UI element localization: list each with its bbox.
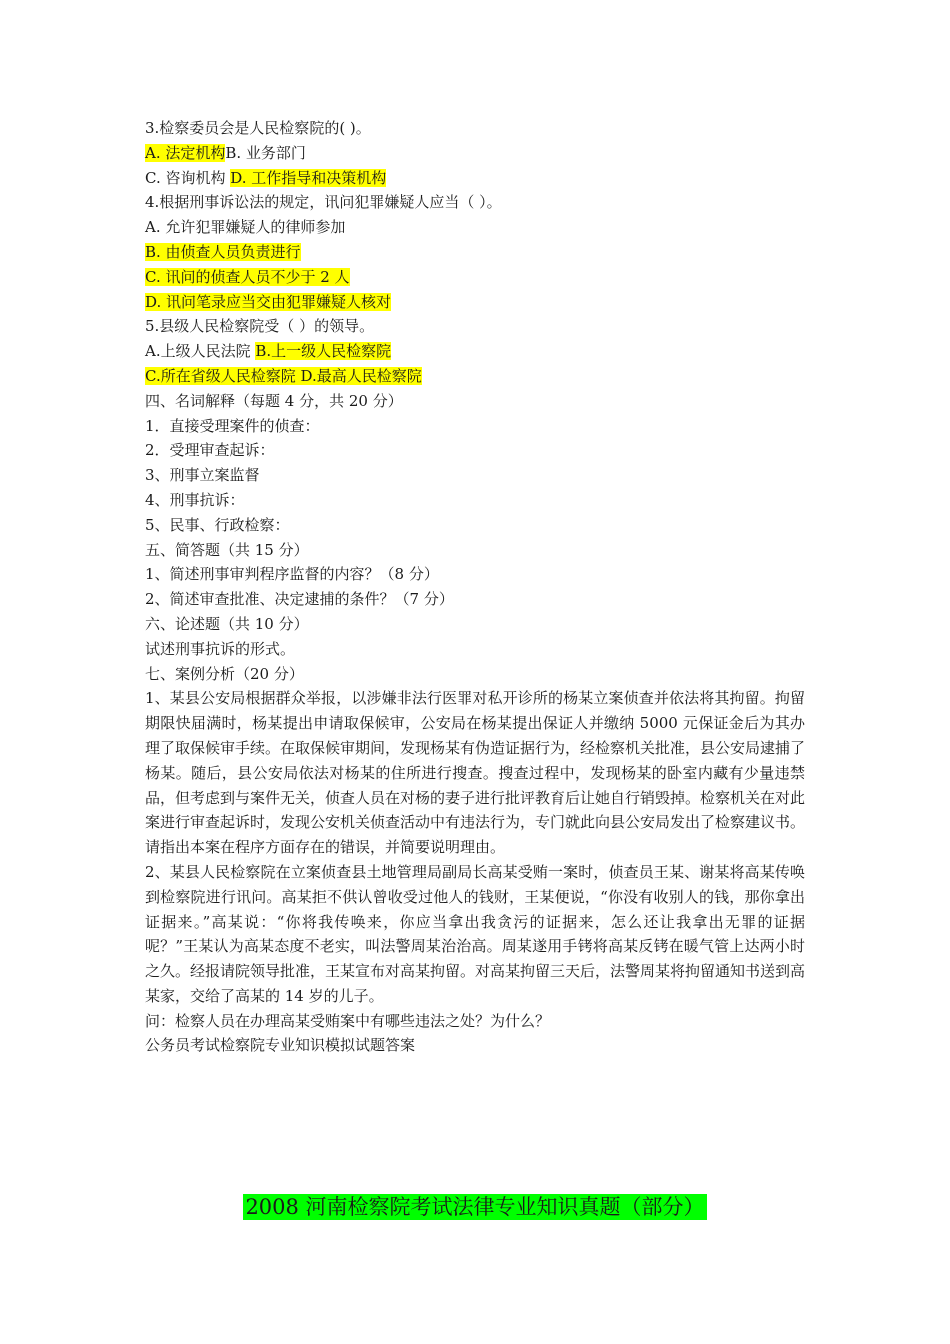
section-4-item: 2．受理审查起诉： [145,441,275,460]
section-5-heading: 五、简答题（共 15 分） [145,540,309,559]
section-7-heading: 七、案例分析（20 分） [145,664,304,683]
q3-option-c: C. 咨询机构 [145,168,226,187]
q4-stem: 4.根据刑事诉讼法的规定，讯问犯罪嫌疑人应当（ ）。 [145,193,502,212]
q4-option-d: D. 讯问笔录应当交由犯罪嫌疑人核对 [145,292,392,311]
q3-option-b: B. 业务部门 [225,143,306,162]
q4-option-b: B. 由侦查人员负责进行 [145,242,301,261]
section-5-item: 1、简述刑事审判程序监督的内容？（8 分） [145,565,439,584]
q5-option-a: A.上级人民法院 [145,342,251,361]
q5-options-ab [145,339,825,364]
q3-option-d: D. 工作指导和决策机构 [230,168,387,187]
q3-option-a: A. 法定机构 [145,143,226,162]
case-1-question: 请指出本案在程序方面存在的错误，并简要说明理由。 [145,838,506,857]
section-5-item: 2、简述审查批准、决定逮捕的条件？（7 分） [145,590,454,609]
section-4-item: 3、刑事立案监督 [145,466,260,485]
q4-option-c: C. 讯问的侦查人员不少于 2 人 [145,267,350,286]
footer-title: 2008 河南检察院考试法律专业知识真题（部分） [245,1195,705,1219]
section-6-item: 试述刑事抗诉的形式。 [145,639,296,658]
section-4-heading: 四、名词解释（每题 4 分，共 20 分） [145,391,403,410]
q5-option-b: B.上一级人民检察院 [255,342,392,361]
section-6-heading: 六、论述题（共 10 分） [145,614,309,633]
q5-stem: 5.县级人民检察院受（ ）的领导。 [145,317,375,336]
q5-options-cd: C.所在省级人民检察院 D.最高人民检察院 [145,366,422,385]
q3-stem: 3.检察委员会是人民检察院的( )。 [145,119,371,137]
case-1-text: 1、某县公安局根据群众举报，以涉嫌非法行医罪对私开诊所的杨某立案侦查并依法将其拘留。拘留期限快届满时，杨某提出申请取保候审，公安局在杨某提出保证人并缴纳 5000 元保证金后为其办理了取保候审手续。在取保候审期间，发现杨某有伪造证据行为，经检察机关批准，县公安局逮捕了杨某。随后，县公安局依法对杨某的住所进行搜查。搜查过程中，发现杨某的卧室内藏有少量违禁品，但考虑到与案件无关，侦查人员在对杨的妻子进行批评教育后让她自行销毁掉。检察机关在对此案进行审查起诉时，发现公安机关侦查活动中有违法行为，专门就此向县公安局发出了检察建议书。 [145,689,806,832]
section-4-item: 5、民事、行政检察： [145,515,290,534]
case-2-text: 2、某县人民检察院在立案侦查县土地管理局副局长高某受贿一案时，侦查员王某、谢某将高某传唤到检察院进行讯问。高某拒不供认曾收受过他人的钱财，王某便说，“你没有收别人的钱，那你拿出证据来。”高某说：“你将我传唤来，你应当拿出我贪污的证据来，怎么还让我拿出无罪的证据呢？”王某认为高某态度不老实，叫法警周某治治高。周某遂用手铐将高某反铐在暖气管上达两小时之久。经报请院领导批准，王某宣布对高某拘留。对高某拘留三天后，法警周某将拘留通知书送到高某家，交给了高某的 14 岁的儿子。 [145,862,806,1005]
q3-options-cd [145,166,825,191]
section-4-item: 1．直接受理案件的侦查： [145,416,320,435]
answers-heading: 公务员考试检察院专业知识模拟试题答案 [145,1036,416,1055]
footer-title-block [0,1192,950,1222]
q3-options-ab [145,141,825,166]
case-2-question: 问：检察人员在办理高某受贿案中有哪些违法之处？为什么？ [145,1011,551,1030]
q4-option-a: A. 允许犯罪嫌疑人的律师参加 [145,218,346,237]
section-4-item: 4、刑事抗诉： [145,490,245,509]
document-body [145,116,825,1058]
